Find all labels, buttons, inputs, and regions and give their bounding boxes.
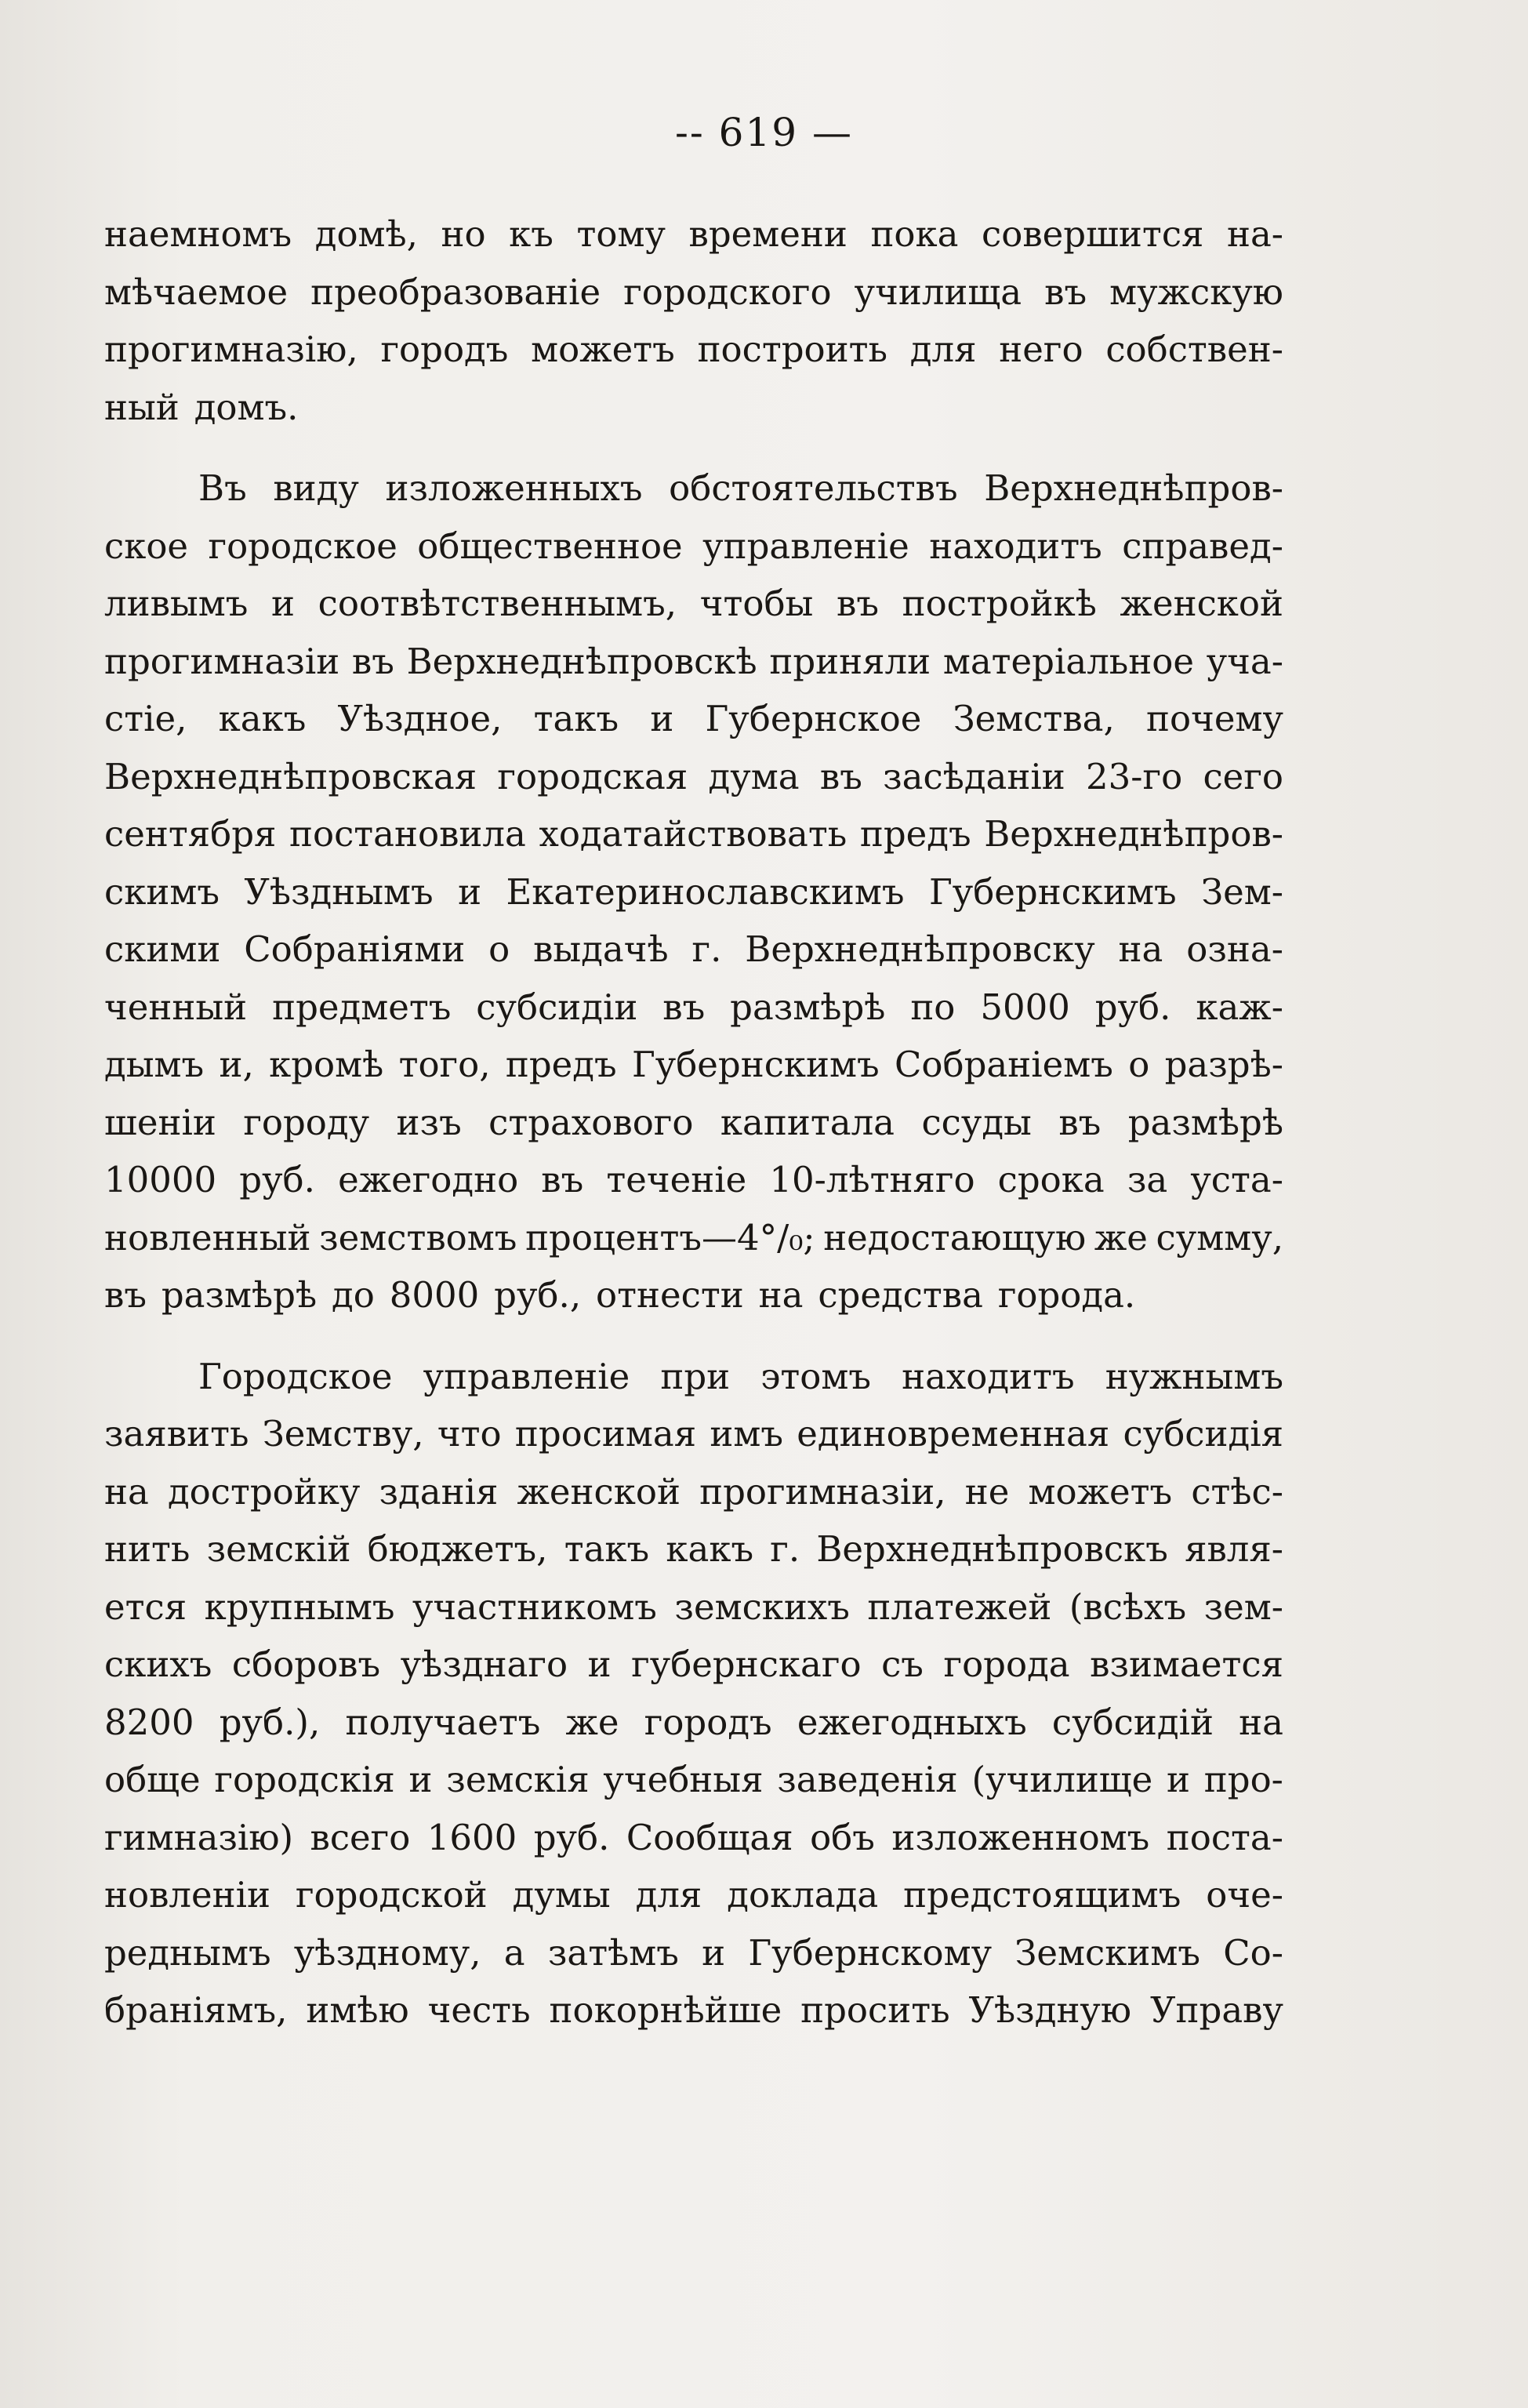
word: на- <box>1226 213 1283 255</box>
word: съ <box>881 1643 924 1685</box>
word: Верхнеднѣпровскъ <box>816 1528 1168 1570</box>
word: ссуды <box>921 1101 1032 1143</box>
word: предметъ <box>272 986 452 1028</box>
word: соотвѣтственнымъ, <box>318 583 677 624</box>
word: до <box>332 1274 375 1316</box>
word: предъ <box>859 813 971 855</box>
text-line <box>104 805 1283 863</box>
word: Земства, <box>953 698 1115 739</box>
word: уѣздному, <box>293 1931 481 1974</box>
word: управленіе <box>423 1355 630 1397</box>
word: для <box>909 329 977 370</box>
word: сего <box>1203 755 1283 797</box>
text-line <box>104 1348 1283 1406</box>
word: (училище <box>971 1759 1153 1800</box>
word: 10-лѣтняго <box>769 1159 975 1200</box>
text-line <box>104 1036 1283 1094</box>
word: ское <box>104 525 189 567</box>
word: (всѣхъ <box>1069 1585 1187 1628</box>
text-line <box>104 1151 1283 1209</box>
word: сентября <box>104 813 277 855</box>
word: Губернскимъ <box>928 870 1177 913</box>
word: при <box>660 1355 731 1397</box>
word: Собраніями <box>244 928 466 970</box>
word: въ <box>541 1159 584 1200</box>
word: какъ <box>218 698 307 739</box>
word: на <box>1118 928 1163 970</box>
text-line <box>104 921 1283 979</box>
word: 10000 <box>104 1159 217 1200</box>
word: теченіе <box>606 1159 747 1200</box>
text-line <box>104 1981 1283 2039</box>
word: въ <box>836 583 879 624</box>
word: Земскимъ <box>1014 1931 1200 1974</box>
word: на <box>104 1470 149 1513</box>
word: 5000 <box>980 986 1070 1028</box>
word: заведенія <box>777 1759 958 1800</box>
word: скихъ <box>104 1643 212 1685</box>
word: засѣданіи <box>883 755 1065 797</box>
word: 23-го <box>1086 755 1183 797</box>
text-line <box>104 1520 1283 1578</box>
word: городского <box>623 271 832 313</box>
word: въ <box>351 640 394 682</box>
word: взимается <box>1090 1643 1283 1685</box>
word: мѣчаемое <box>104 271 289 313</box>
word: руб. <box>533 1816 610 1858</box>
word: процентъ—4°/₀; <box>525 1216 815 1258</box>
word: этомъ <box>760 1355 872 1397</box>
word: наемномъ <box>104 213 292 255</box>
word: покорнѣйше <box>549 1989 782 2031</box>
word: городу <box>243 1101 370 1143</box>
word: прогимназіи, <box>699 1470 946 1513</box>
word: въ <box>104 1274 147 1316</box>
word: предъ <box>505 1044 617 1085</box>
word: явля- <box>1185 1528 1283 1570</box>
word: города. <box>997 1274 1136 1316</box>
word: земскихъ <box>674 1585 850 1628</box>
word: обстоятельствъ <box>669 467 958 509</box>
text-line <box>104 690 1283 748</box>
word: затѣмъ <box>547 1931 679 1974</box>
text-line <box>104 1751 1283 1809</box>
word: почему <box>1146 698 1283 739</box>
word: виду <box>273 467 359 509</box>
word: Верхнеднѣпровску <box>745 928 1095 970</box>
word: дымъ <box>104 1044 205 1085</box>
text-line <box>104 1809 1283 1867</box>
word: Уѣзднымъ <box>244 870 434 913</box>
word: Со- <box>1223 1931 1283 1974</box>
word: земствомъ <box>319 1216 517 1258</box>
word: платежей <box>867 1585 1052 1628</box>
word: отнести <box>596 1274 744 1316</box>
word: къ <box>509 213 553 255</box>
word: Уѣздное, <box>337 698 503 739</box>
word: 8000 <box>389 1274 480 1316</box>
word: Верхнеднѣпров- <box>984 467 1283 509</box>
text-line <box>104 748 1283 806</box>
word: уѣзднаго <box>400 1643 568 1685</box>
word: размѣрѣ <box>730 986 886 1028</box>
word: изложенныхъ <box>385 467 643 509</box>
word: женской <box>1120 583 1283 624</box>
word: о <box>488 928 510 970</box>
word: времени <box>688 213 847 255</box>
word: руб.), <box>219 1701 321 1743</box>
word: Верхнеднѣпров- <box>984 813 1283 855</box>
word: уча- <box>1206 640 1283 682</box>
word: достройку <box>167 1470 361 1513</box>
word: страхового <box>488 1101 694 1143</box>
word: а <box>503 1931 525 1974</box>
word: въ <box>662 986 706 1028</box>
word: сумму, <box>1156 1216 1283 1258</box>
word: Уѣздную <box>968 1989 1132 2031</box>
word: управленіе <box>702 525 909 567</box>
word: имѣю <box>306 1989 409 2031</box>
word: 8200 <box>104 1701 194 1743</box>
word: руб. <box>239 1159 315 1200</box>
text-line <box>104 863 1283 921</box>
word: въ <box>819 755 862 797</box>
word: и <box>1167 1759 1191 1800</box>
text-line <box>104 1636 1283 1694</box>
word: прогимназію, <box>104 329 358 370</box>
text-line <box>104 205 1283 263</box>
word: совершится <box>982 213 1204 255</box>
word: Екатеринославскимъ <box>506 870 905 913</box>
word: скими <box>104 928 221 970</box>
word: руб., <box>494 1274 582 1316</box>
word: ливымъ <box>104 583 249 624</box>
paragraph-3 <box>104 1348 1283 2039</box>
word: обще <box>104 1759 201 1800</box>
word: пока <box>870 213 959 255</box>
word: прогимназіи <box>104 640 340 682</box>
word: субсидій <box>1051 1701 1214 1743</box>
word: губернскаго <box>631 1643 862 1685</box>
word: просимая <box>514 1413 697 1455</box>
word: постройкѣ <box>902 583 1097 624</box>
word: получаетъ <box>345 1701 541 1743</box>
word: же <box>1094 1216 1148 1258</box>
word: каж- <box>1196 986 1283 1028</box>
text-line <box>104 1266 1283 1324</box>
word: стѣс- <box>1191 1470 1283 1513</box>
word: городъ <box>380 329 509 370</box>
word: городская <box>497 755 688 797</box>
word: но <box>441 213 486 255</box>
word: изъ <box>396 1101 462 1143</box>
word: Верхнеднѣпровская <box>104 755 477 797</box>
word: на <box>758 1274 804 1316</box>
word: справед- <box>1122 525 1283 567</box>
word: поста- <box>1166 1816 1283 1858</box>
word: такъ <box>564 1528 650 1570</box>
word: и <box>702 1931 726 1974</box>
word: руб. <box>1094 986 1171 1028</box>
word: оче- <box>1206 1874 1283 1916</box>
word: г. <box>770 1528 800 1570</box>
word: ется <box>104 1585 187 1628</box>
word: кромѣ <box>269 1044 384 1085</box>
word: разрѣ- <box>1164 1044 1283 1085</box>
word: новленный <box>104 1216 311 1258</box>
text-line <box>104 263 1283 321</box>
word: города <box>943 1643 1070 1685</box>
text-line <box>104 1094 1283 1152</box>
text-line <box>104 1924 1283 1982</box>
text-line <box>104 321 1283 379</box>
word: участникомъ <box>412 1585 657 1628</box>
word: озна- <box>1186 928 1283 970</box>
word: крупнымъ <box>204 1585 395 1628</box>
word: Управу <box>1150 1989 1283 2031</box>
word: ежегодныхъ <box>797 1701 1027 1743</box>
word: думы <box>512 1874 611 1916</box>
word: собствен- <box>1105 329 1283 370</box>
word: средства <box>818 1274 983 1316</box>
word: доклада <box>727 1874 879 1916</box>
word: субсидія <box>1123 1413 1283 1455</box>
word: Губернское <box>705 698 922 739</box>
word: преобразованіе <box>310 271 601 313</box>
word: ежегодно <box>338 1159 519 1200</box>
word: стіе, <box>104 698 187 739</box>
text-line <box>104 1866 1283 1924</box>
word: и, <box>219 1044 254 1085</box>
text-line <box>104 1694 1283 1752</box>
word: просить <box>800 1989 950 2031</box>
word: всего <box>310 1816 411 1858</box>
word: дума <box>708 755 800 797</box>
word: зем- <box>1203 1585 1283 1628</box>
word: находитъ <box>902 1355 1075 1397</box>
word: по <box>910 986 956 1028</box>
word: Собраніемъ <box>895 1044 1113 1085</box>
paragraph-1 <box>104 205 1283 436</box>
word: Сообщая <box>626 1816 793 1858</box>
body-text <box>104 205 1283 2039</box>
word: уста- <box>1190 1159 1283 1200</box>
word: ходатайствовать <box>539 813 847 855</box>
word: городское <box>208 525 397 567</box>
word: шеніи <box>104 1101 216 1143</box>
word: мужскую <box>1109 271 1283 313</box>
word: зданія <box>379 1470 499 1513</box>
text-line <box>104 459 1283 518</box>
word: въ <box>1058 1101 1102 1143</box>
word: такъ <box>533 698 619 739</box>
word: размѣрѣ <box>1127 1101 1283 1143</box>
word: приняли <box>769 640 931 682</box>
word: и <box>458 870 482 913</box>
text-line <box>104 1463 1283 1521</box>
word: скимъ <box>104 870 220 913</box>
word: земскій <box>206 1528 351 1570</box>
word: Земству, <box>262 1413 424 1455</box>
word: Верхнеднѣпровскѣ <box>406 640 757 682</box>
word: капитала <box>720 1101 895 1143</box>
word: о <box>1128 1044 1150 1085</box>
word: постановила <box>289 813 526 855</box>
word: за <box>1127 1159 1168 1200</box>
word: предстоящимъ <box>903 1874 1181 1916</box>
word: что <box>437 1413 502 1455</box>
word: гимназію) <box>104 1816 294 1858</box>
word: общественное <box>417 525 683 567</box>
word: домѣ, <box>314 213 418 255</box>
text-line <box>104 1209 1283 1267</box>
word: нить <box>104 1528 191 1570</box>
word: выдачѣ <box>533 928 669 970</box>
word: имъ <box>710 1413 784 1455</box>
word: изложенномъ <box>891 1816 1150 1858</box>
text-line <box>104 633 1283 691</box>
word: тому <box>576 213 666 255</box>
word: объ <box>810 1816 875 1858</box>
word: какъ <box>666 1528 754 1570</box>
word: женской <box>517 1470 681 1513</box>
word: домъ. <box>194 386 299 428</box>
word: бюджетъ, <box>367 1528 548 1570</box>
text-line <box>104 979 1283 1037</box>
word: и <box>650 698 674 739</box>
word: и <box>408 1759 433 1800</box>
word: реднымъ <box>104 1931 271 1974</box>
word: построить <box>697 329 888 370</box>
word: учебныя <box>603 1759 764 1800</box>
page-number: -- 619 — <box>674 110 853 155</box>
word: же <box>565 1701 619 1743</box>
word: честь <box>427 1989 531 2031</box>
word: можетъ <box>1028 1470 1173 1513</box>
word: него <box>999 329 1083 370</box>
word: субсидіи <box>476 986 638 1028</box>
word: ный <box>104 386 180 428</box>
word: сборовъ <box>231 1643 381 1685</box>
word: нужнымъ <box>1105 1355 1283 1397</box>
word: недостающую <box>823 1216 1087 1258</box>
text-line <box>104 575 1283 633</box>
word: Губернскому <box>748 1931 993 1974</box>
word: находитъ <box>929 525 1102 567</box>
text-line <box>104 379 1283 437</box>
word: браніямъ, <box>104 1989 288 2031</box>
text-line <box>104 1578 1283 1636</box>
word: Губернскимъ <box>631 1044 880 1085</box>
word: заявить <box>104 1413 249 1455</box>
word: и <box>271 583 295 624</box>
word: того, <box>398 1044 491 1085</box>
word: матеріальное <box>942 640 1194 682</box>
word: не <box>964 1470 1010 1513</box>
word: для <box>635 1874 702 1916</box>
word: про- <box>1203 1759 1283 1800</box>
word: городскія <box>214 1759 395 1800</box>
word: училища <box>854 271 1022 313</box>
word: ченный <box>104 986 248 1028</box>
word: размѣрѣ <box>161 1274 318 1316</box>
word: Зем- <box>1201 870 1283 913</box>
word: въ <box>1044 271 1087 313</box>
word: городской <box>295 1874 488 1916</box>
word: городъ <box>644 1701 772 1743</box>
word: Въ <box>198 467 247 509</box>
word: 1600 <box>426 1816 517 1858</box>
word: на <box>1239 1701 1283 1743</box>
word: г. <box>691 928 722 970</box>
paragraph-2 <box>104 459 1283 1324</box>
text-line <box>104 1405 1283 1463</box>
word: новленіи <box>104 1874 271 1916</box>
word: можетъ <box>531 329 675 370</box>
word: Городское <box>198 1355 393 1397</box>
word: чтобы <box>699 583 814 624</box>
word: единовременная <box>797 1413 1110 1455</box>
text-line <box>104 518 1283 576</box>
word: и <box>587 1643 612 1685</box>
word: срока <box>997 1159 1105 1200</box>
word: земскія <box>446 1759 590 1800</box>
